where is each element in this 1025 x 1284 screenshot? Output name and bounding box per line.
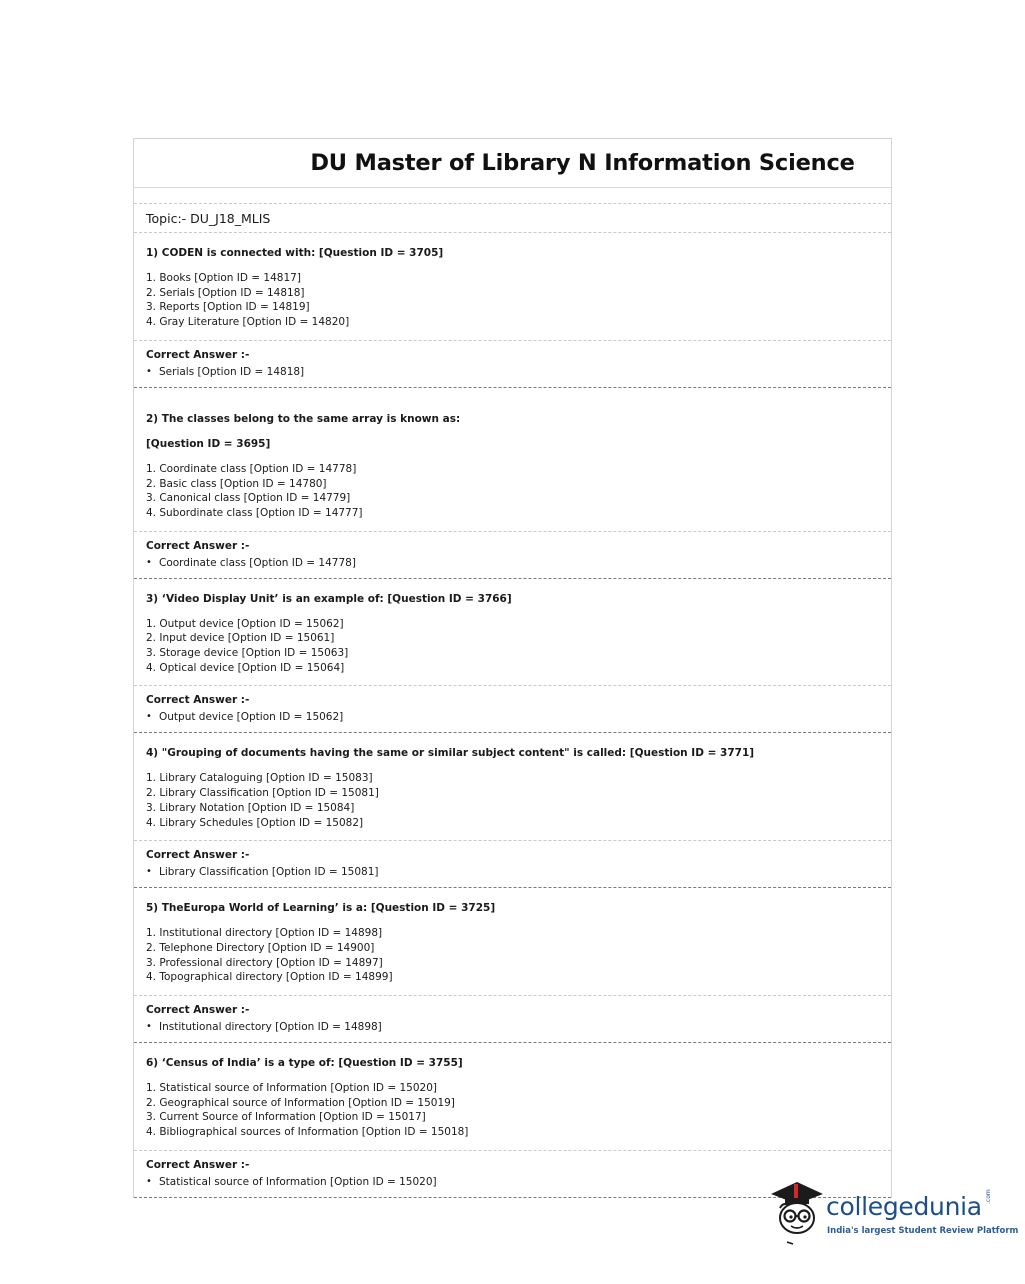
option-item: 3. Reports [Option ID = 14819] [146,301,310,314]
option-item: 4. Bibliographical sources of Information [Option ID = 15018] [146,1126,469,1139]
question-heading: 6) ‘Census of India’ is a type of: [Question ID = 3755] [146,1057,463,1070]
logo-suffix: .com [985,1189,992,1204]
correct-answer-text: Serials [Option ID = 14818] [159,365,305,378]
option-item: 3. Professional directory [Option ID = 14897] [146,956,383,969]
correct-answer-text: Output device [Option ID = 15062] [159,711,344,724]
collegedunia-logo [767,1178,1019,1248]
page-title: DU Master of Library N Information Science [310,150,855,176]
bullet-icon: • [146,365,152,377]
options-list [134,606,891,686]
question-id-line: [Question ID = 3695] [146,437,271,450]
question-block-2 [134,388,891,579]
logo-wordmark: collegedunia [826,1192,982,1221]
option-item: 2. Geographical source of Information [Option ID = 15019] [146,1096,455,1109]
correct-answer-label: Correct Answer :- [146,348,250,361]
correct-answer-item [146,865,891,879]
answer-area [134,340,891,387]
option-item: 3. Current Source of Information [Option ID = 15017] [146,1111,426,1124]
bullet-icon: • [146,866,152,878]
option-item: 4. Library Schedules [Option ID = 15082] [146,816,364,829]
question-paper-sheet [133,138,892,1198]
answer-area [134,685,891,732]
answer-area [134,840,891,887]
option-item: 4. Gray Literature [Option ID = 14820] [146,316,350,329]
title-row [134,139,891,188]
correct-answer-label: Correct Answer :- [146,539,250,552]
option-item: 4. Subordinate class [Option ID = 14777] [146,506,363,519]
question-heading: 1) CODEN is connected with: [Question ID = 3705] [146,247,444,259]
correct-answer-text: Statistical source of Information [Option ID = 15020] [159,1175,437,1188]
correct-answer-item [146,556,891,570]
question-heading: 4) "Grouping of documents having the same or similar subject content" is called: [Question ID = 3771] [146,747,755,760]
correct-answer-label: Correct Answer :- [146,1004,250,1017]
option-item: 2. Serials [Option ID = 14818] [146,286,305,299]
correct-answer-label: Correct Answer :- [146,694,250,707]
option-item: 2. Telephone Directory [Option ID = 14900] [146,941,375,954]
correct-answer-text: Institutional directory [Option ID = 14898] [159,1021,382,1034]
bullet-icon: • [146,1021,152,1033]
correct-answer-label: Correct Answer :- [146,1158,250,1171]
option-item: 3. Canonical class [Option ID = 14779] [146,492,351,505]
correct-answer-item [146,1020,891,1034]
option-item: 1. Output device [Option ID = 15062] [146,617,344,630]
option-item: 3. Storage device [Option ID = 15063] [146,647,349,660]
correct-answer-item [146,365,891,379]
option-item: 1. Library Cataloguing [Option ID = 15083] [146,772,373,785]
options-list [134,760,891,840]
topic-row [134,204,891,233]
option-item: 2. Input device [Option ID = 15061] [146,632,335,645]
question-block-5 [134,888,891,1043]
option-item: 2. Library Classification [Option ID = 15081] [146,787,379,800]
option-item: 4. Topographical directory [Option ID = 14899] [146,971,393,984]
correct-answer-text: Library Classification [Option ID = 15081] [159,866,379,879]
correct-answer-text: Coordinate class [Option ID = 14778] [159,556,356,569]
options-list [134,915,891,995]
option-item: 4. Optical device [Option ID = 15064] [146,661,345,674]
answer-area [134,995,891,1042]
question-block-1 [134,233,891,388]
answer-area [134,531,891,578]
spacer-row [134,188,891,204]
option-item: 1. Statistical source of Information [Option ID = 15020] [146,1082,437,1095]
bullet-icon: • [146,556,152,568]
correct-answer-label: Correct Answer :- [146,849,250,862]
topic-label: Topic:- DU_J18_MLIS [146,210,271,226]
bullet-icon: • [146,711,152,723]
mascot-icon [767,1178,827,1248]
option-item: 1. Coordinate class [Option ID = 14778] [146,462,357,475]
question-heading: 5) TheEuropa World of Learning’ is a: [Question ID = 3725] [146,902,496,915]
question-block-4 [134,733,891,888]
options-list [134,260,891,340]
question-block-6 [134,1043,891,1198]
question-block-3 [134,579,891,734]
logo-tagline: India's largest Student Review Platform [827,1226,1019,1236]
options-list [134,1070,891,1150]
option-item: 3. Library Notation [Option ID = 15084] [146,801,355,814]
correct-answer-item [146,710,891,724]
question-heading: 2) The classes belong to the same array is known as: [146,412,461,425]
question-heading: 3) ‘Video Display Unit’ is an example of: [Question ID = 3766] [146,592,512,605]
options-list [134,451,891,531]
option-item: 2. Basic class [Option ID = 14780] [146,477,327,490]
bullet-icon: • [146,1175,152,1187]
option-item: 1. Books [Option ID = 14817] [146,272,301,284]
option-item: 1. Institutional directory [Option ID = 14898] [146,927,383,940]
